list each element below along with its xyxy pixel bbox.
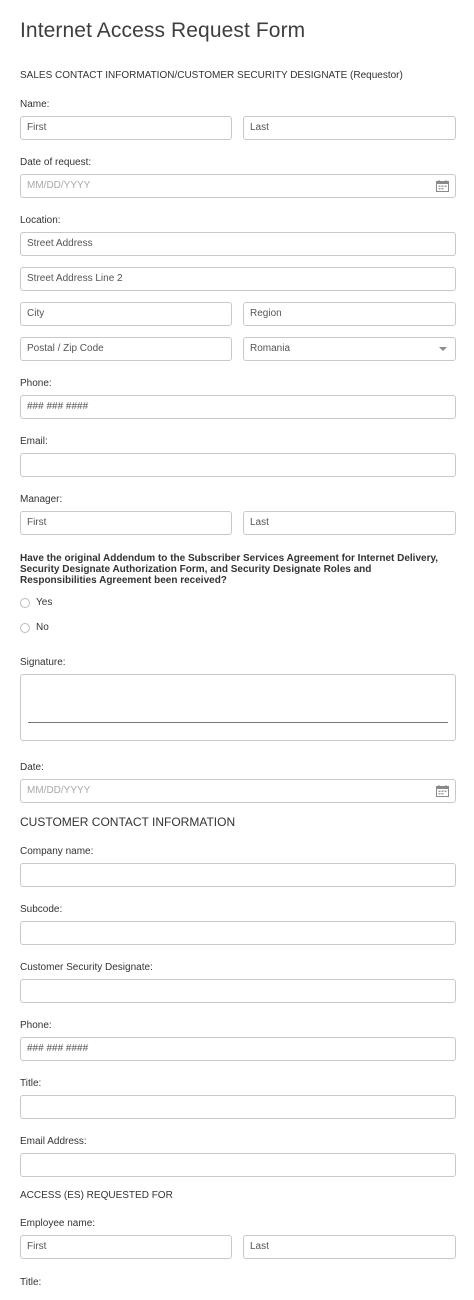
customer-title-input[interactable] <box>20 1095 456 1119</box>
postal-code-input[interactable]: Postal / Zip Code <box>20 337 232 361</box>
date-of-request-placeholder: MM/DD/YYYY <box>27 180 91 191</box>
radio-yes-label: Yes <box>36 597 53 608</box>
country-selected-value: Romania <box>250 343 291 354</box>
manager-label: Manager: <box>20 494 63 505</box>
signature-label: Signature: <box>20 657 66 668</box>
section-heading-customer-contact: CUSTOMER CONTACT INFORMATION <box>20 815 236 829</box>
name-label: Name: <box>20 99 50 110</box>
customer-phone-input[interactable]: ### ### #### <box>20 1037 456 1061</box>
date-label: Date: <box>20 762 44 773</box>
employee-first-input[interactable]: First <box>20 1235 232 1259</box>
signature-baseline <box>28 722 448 723</box>
name-first-input[interactable]: First <box>20 116 232 140</box>
manager-first-input[interactable]: First <box>20 511 232 535</box>
phone-input[interactable]: ### ### #### <box>20 395 456 419</box>
customer-title-label: Title: <box>20 1078 42 1089</box>
radio-yes-circle[interactable] <box>20 598 30 608</box>
street-address-line2-input[interactable]: Street Address Line 2 <box>20 267 456 291</box>
date-input[interactable] <box>20 779 456 803</box>
employee-name-label: Employee name: <box>20 1218 96 1229</box>
chevron-down-icon <box>439 347 447 351</box>
section-heading-requestor: SALES CONTACT INFORMATION/CUSTOMER SECURITY DESIGNATE (Requestor) <box>20 70 403 81</box>
page-title: Internet Access Request Form <box>20 19 306 42</box>
city-input[interactable]: City <box>20 302 232 326</box>
customer-phone-label: Phone: <box>20 1020 52 1031</box>
country-select[interactable] <box>243 337 456 361</box>
section-heading-access-requested: ACCESS (ES) REQUESTED FOR <box>20 1190 173 1201</box>
customer-security-designate-input[interactable] <box>20 979 456 1003</box>
street-address-input[interactable]: Street Address <box>20 232 456 256</box>
signature-pad[interactable] <box>20 674 456 741</box>
location-label: Location: <box>20 215 61 226</box>
date-of-request-input[interactable] <box>20 174 456 198</box>
email-address-label: Email Address: <box>20 1136 87 1147</box>
radio-no-label: No <box>36 622 49 633</box>
calendar-icon[interactable] <box>436 785 449 797</box>
phone-label: Phone: <box>20 378 52 389</box>
date-of-request-label: Date of request: <box>20 157 92 168</box>
manager-last-input[interactable]: Last <box>243 511 456 535</box>
email-input[interactable] <box>20 453 456 477</box>
addendum-question: Have the original Addendum to the Subscriber Services Agreement for Internet Delivery, Security Designate Authorization Form, and Security Designate Roles and Responsibilities Agreement been received? <box>20 553 439 586</box>
region-input[interactable]: Region <box>243 302 456 326</box>
name-last-input[interactable]: Last <box>243 116 456 140</box>
company-name-input[interactable] <box>20 863 456 887</box>
calendar-icon[interactable] <box>436 180 449 192</box>
subcode-label: Subcode: <box>20 904 63 915</box>
date-placeholder: MM/DD/YYYY <box>27 785 91 796</box>
radio-no-circle[interactable] <box>20 623 30 633</box>
employee-last-input[interactable]: Last <box>243 1235 456 1259</box>
employee-title-label: Title: <box>20 1277 42 1288</box>
company-name-label: Company name: <box>20 846 94 857</box>
email-address-input[interactable] <box>20 1153 456 1177</box>
email-label: Email: <box>20 436 48 447</box>
customer-security-designate-label: Customer Security Designate: <box>20 962 153 973</box>
subcode-input[interactable] <box>20 921 456 945</box>
